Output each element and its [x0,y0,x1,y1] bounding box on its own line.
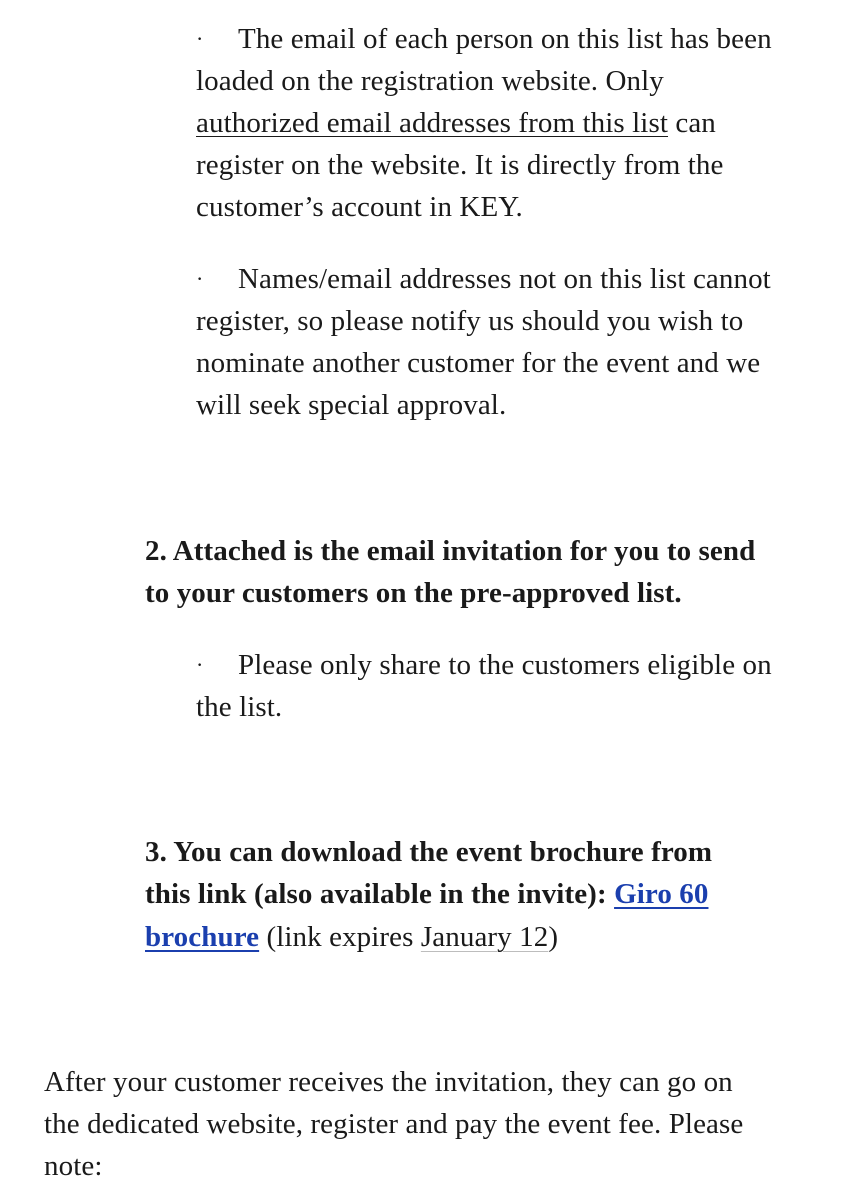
item-2-heading-line-2: to your customers on the pre-approved list. [145,577,682,609]
bullet-dot: · [196,26,204,51]
bullet-text: Names/email addresses not on this list cannot [238,263,771,295]
bullet-2-line-2: register, so please notify us should you wish to [196,305,744,337]
bullet-text: can [668,107,716,139]
bullet-text: The email of each person on this list has been [238,23,772,55]
bullet-1-line-3 [196,102,716,144]
closing-line-3: note: [44,1150,103,1182]
closing-line-1: After your customer receives the invitation, they can go on [44,1066,733,1098]
bullet-1-line-1 [196,18,772,60]
item-3-heading-line-1: 3. You can download the event brochure from [145,836,713,868]
brochure-link-part-2[interactable]: brochure [145,921,260,953]
item-2-bullet-line-2: the list. [196,691,283,723]
item-3-text: ) [548,921,559,953]
bullet-2-line-1 [196,258,771,300]
bullet-text: Please only share to the customers eligible on [238,649,772,681]
item-2-heading-line-1: 2. Attached is the email invitation for you to send [145,535,756,567]
closing-line-2: the dedicated website, register and pay the event fee. Please [44,1108,744,1140]
authorized-emails-underlined-text: authorized email addresses from this list [196,107,669,139]
item-3-text: this link (also available in the invite): [145,878,615,910]
item-2-bullet-line-1 [196,644,772,686]
bullet-dot: · [196,266,204,291]
item-3-line-3 [145,916,558,958]
bullet-2-line-4: will seek special approval. [196,389,507,421]
bullet-1-line-5: customer’s account in KEY. [196,191,523,223]
brochure-link-part-1[interactable]: Giro 60 [614,878,709,910]
bullet-dot: · [196,652,204,677]
item-3-text: (link expires [259,921,421,953]
bullet-1-line-4: register on the website. It is directly from the [196,149,724,181]
bullet-2-line-3: nominate another customer for the event and we [196,347,761,379]
item-3-heading-line-2 [145,873,708,915]
bullet-1-line-2: loaded on the registration website. Only [196,65,664,97]
expiry-date: January 12 [420,921,549,953]
